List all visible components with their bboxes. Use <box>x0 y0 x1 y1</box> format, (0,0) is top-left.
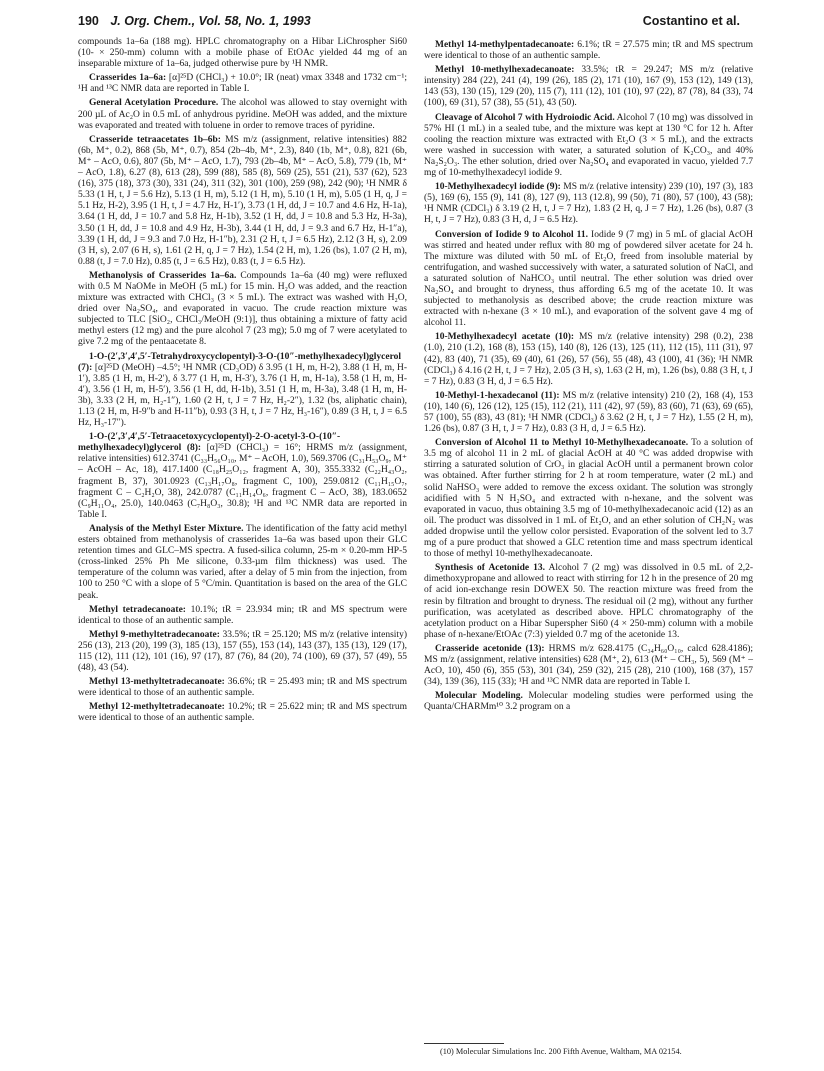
paragraph <box>424 438 753 560</box>
footnote-rule <box>424 1043 504 1044</box>
running-authors: Costantino et al. <box>642 14 740 28</box>
paragraph-text: MS m/z (relative intensity) 298 (0.2), 238 (1.0), 210 (1.2), 168 (8), 153 (15), 140 (8), 126 (13), 125 (11), 112 (15), 111 (31), 97 (42), 83 (40), 71 (35), 69 (40), 61 (26), 57 (56), 55 (48), 43 (100), 41 (36); ¹H NMR (CDCl₃) δ 4.16 (2 H, t, J = 7 Hz), 2.05 (3 H, s), 1.63 (2 H, m), 1.26 (bs), 0.88 (3 H, t, J = 7 Hz), 0.83 (3 H, d, J = 6.5 Hz). <box>424 332 753 387</box>
paragraph <box>424 65 753 109</box>
paragraph-text: [α]²⁵D (CHCl₃) = 16°; HRMS m/z (assignment, relative intensities) 612.3741 (C₃₃H₅₆O₁₀, M⁺ – AcOH, 1.0), 569.3706 (C₃₁H₅₃O₉, M⁺ – AcOH – Ac, 18), 417.1400 (C₁₈H₂₅O₁₂, fragment A, 30), 355.3332 (C₂₂H₄₃O₂, fragment B, 37), 301.0923 (C₁₃H₁₇O₈, fragment C, 100), 259.0812 (C₁₁H₁₅O₇, fragment C – C₂H₂O, 38), 242.0787 (C₁₁H₁₄O₆, fragment C – AcO, 38), 183.0652 (C₉H₁₁O₄, 25.0), 140.0463 (C₇H₈O₃, 30.8); ¹H and ¹³C NMR data are reported in Table I. <box>78 443 407 520</box>
paragraph-text: 36.6%; tR = 25.493 min; tR and MS spectrum were identical to those of an authentic sample. <box>78 677 407 699</box>
paragraph-heading: Methyl 13-methyltetradecanoate: <box>89 677 225 688</box>
left-column <box>78 37 407 725</box>
paragraph-text: 6.1%; tR = 27.575 min; tR and MS spectrum were identical to those of an authentic sample. <box>424 40 753 62</box>
paragraph <box>424 644 753 688</box>
paragraph <box>78 73 407 95</box>
paragraph <box>78 702 407 724</box>
paragraph <box>78 524 407 602</box>
paragraph-text: Alcohol 7 (10 mg) was dissolved in 57% HI (1 mL) in a sealed tube, and the mixture was kept at 130 °C for 12 h. After cooling the reaction mixture was extracted with Et₂O (3 × 5 mL), and the extracts were washed in succession with water, a saturated solution of K₂CO₃, and 40% Na₂S₂O₃. The ether solution, dried over Na₂SO₄ and evaporated in vacuo, yielded 7.7 mg of 10-methylhexadecyl iodide 9. <box>424 112 753 179</box>
paragraph-text: 33.5%; tR = 29.247; MS m/z (relative intensity) 284 (22), 241 (4), 199 (26), 185 (2), 171 (10), 167 (9), 153 (12), 149 (13), 143 (53), 130 (15), 129 (20), 115 (7), 111 (12), 101 (10), 97 (22), 87 (78), 84 (33), 74 (100), 69 (31), 57 (38), 55 (51), 43 (50). <box>424 65 754 109</box>
page-number: 190 <box>78 14 99 28</box>
paragraph-text: 10.2%; tR = 25.622 min; tR and MS spectrum were identical to those of an authentic sample. <box>78 702 407 724</box>
paragraph <box>78 630 407 674</box>
paragraph <box>424 230 753 330</box>
paragraph-heading: Methyl 14-methylpentadecanoate: <box>435 40 575 50</box>
paragraph-heading: Conversion of Iodide 9 to Alcohol 11. <box>435 229 589 240</box>
page-header <box>78 14 740 34</box>
footnote: (10) Molecular Simulations Inc. 200 Fifth Avenue, Waltham, MA 02154. <box>440 1047 682 1056</box>
paragraph <box>78 432 407 521</box>
paragraph-text: To a solution of 3.5 mg of alcohol 11 in 2 mL of glacial AcOH at 40 °C was added dropwise with stirring a saturated solution of CrO₃ in glacial AcOH until a permanent brown color was obtained. After further stirring for 2 h at room temperature, water (2 mL) and solid NaHSO₃ were added to remove the excess oxidant. The solution was strongly acidified with 5 N H₂SO₄ and extracted with n-hexane, and the solvent was evaporated in vacuo, thus obtaining 3.5 mg of 10-methylhexadecanoic acid (12) as an oil. The product was dissolved in 1 mL of Et₂O, and an ether solution of CH₂N₂ was added dropwise until the yellow color persisted. Evaporation of the solvent led to 3.7 mg of a pure product that showed a GLC retention time and mass spectrum identical to those of methyl 10-methylhexadecanoate. <box>424 438 753 560</box>
paragraph-heading: Methyl 10-methylhexadecanoate: <box>435 65 575 76</box>
right-column <box>424 37 753 713</box>
header-left <box>78 14 311 28</box>
paragraph-text: Compounds 1a–6a (40 mg) were refluxed with 0.5 M NaOMe in MeOH (5 mL) for 15 min. H₂O was added, and the reaction mixture was extracted with CHCl₃ (3 × 5 mL). The extract was washed with H₂O, dried over Na₂SO₄, and evaporated in vacuo. The crude reaction mixture was subjected to TLC [SiO₂, CHCl₃/MeOH (9:1)], thus obtaining a mixture of fatty acid methyl esters (12 mg) and the pure alcohol 7 (23 mg); 5.0 mg of 7 were acetylated to give 7.2 mg of the pentaacetate 8. <box>78 270 408 348</box>
paragraph-text: [α]²⁵D (CHCl₃) + 10.0°; IR (neat) νmax 3348 and 1732 cm⁻¹; ¹H and ¹³C NMR data are reported in Table I. <box>78 73 408 95</box>
paragraph-heading: 10-Methylhexadecyl acetate (10): <box>435 332 575 343</box>
paragraph-heading: 10-Methyl-1-hexadecanol (11): <box>435 390 560 401</box>
paragraph <box>78 271 407 349</box>
paragraph-heading: Crasseride tetraacetates 1b–6b: <box>89 134 221 145</box>
paragraph-heading: Analysis of the Methyl Ester Mixture. <box>89 523 244 534</box>
paragraph <box>424 691 753 713</box>
paragraph-heading: 1-O-(2′,3′,4′,5′-Tetrahydroxycyclopentyl)-3-O-(10″-methylhexadecyl)glycerol (7): <box>78 351 402 373</box>
paragraph-heading: Methyl tetradecanoate: <box>89 604 186 615</box>
paragraph <box>78 37 407 70</box>
paragraph <box>424 563 753 641</box>
paragraph-text: compounds 1a–6a (188 mg). HPLC chromatography on a Hibar LiChrospher Si60 (10- × 250-mm) column with a mobile phase of EtOAc yielded 44 mg of an inseparable mixture of 1a–6a, judged otherwise pure by ¹H NMR. <box>78 37 407 70</box>
paragraph-heading: Molecular Modeling. <box>435 691 523 702</box>
paragraph-heading: Methanolysis of Crasserides 1a–6a. <box>89 270 237 281</box>
journal-citation: J. Org. Chem., Vol. 58, No. 1, 1993 <box>110 14 311 28</box>
paragraph-text: HRMS m/z 628.4175 (C₃₄H₆₀O₁₀, calcd 628.4186); MS m/z (assignment, relative intensities) 628 (M⁺, 2), 613 (M⁺ – CH₃, 5), 569 (M⁺ – AcO, 10), 450 (6), 355 (53), 301 (34), 259 (32), 215 (28), 210 (100), 168 (37), 157 (34), 139 (36), 115 (33); ¹H and ¹³C NMR data are reported in Table I. <box>424 643 754 688</box>
paragraph-text: The identification of the fatty acid methyl esters obtained from methanolysis of crasserides 1a–6a was based upon their GLC retention times and GLC–MS spectra. A fused-silica column, 25-m × 0.20-mm HP-5 (cross-linked 25% Ph Me silicone, 0.33-µm film thickness) was used. The temperature of the column was varied, after a delay of 5 min from the injection, from 100 to 250 °C with a slope of 5 °C/min. Quantitation is based on the area of the GLC peak. <box>78 523 407 601</box>
paragraph-heading: Cleavage of Alcohol 7 with Hydroiodic Acid. <box>435 112 615 123</box>
paragraph <box>424 332 753 387</box>
paragraph <box>78 677 407 699</box>
paragraph-heading: 10-Methylhexadecyl iodide (9): <box>435 182 561 193</box>
paragraph-text: Alcohol 7 (2 mg) was dissolved in 0.5 mL of 2,2-dimethoxypropane and allowed to react with stirring for 12 h in the presence of 20 mg of acid ion-exchange resin DOWEX 50. The reaction mixture was freed from the resin by filtration and brought to dryness. The residual oil (2 mg), without any further purification, was acetylated as described above. HPLC chromatography of the acetylation product on a Hibar Superspher Si60 (4 × 250-mm) column with a mobile phase of n-hexane/EtOAc (7:3) yielded 0.7 mg of the acetonide 13. <box>424 563 753 640</box>
paragraph-heading: Methyl 12-methyltetradecanoate: <box>89 702 225 713</box>
paragraph <box>424 391 753 435</box>
paragraph <box>424 40 753 62</box>
paragraph-heading: 1-O-(2′,3′,4′,5′-Tetraacetoxycyclopentyl)-2-O-acetyl-3-O-(10″-methylhexadecyl)glycerol (8): <box>78 432 341 454</box>
paragraph <box>78 98 407 131</box>
paragraph-text: [α]²⁵D (MeOH) –4.5°; ¹H NMR (CD₃OD) δ 3.95 (1 H, m, H-2), 3.88 (1 H, m, H-1′), 3.85 (1 H, m, H-2′), δ 3.77 (1 H, m, H-3′), 3.76 (1 H, m, H-1a), 3.58 (1 H, m, H-4′), 3.56 (1 H, m, H-5′), 3.56 (1 H, dd, H-1b), 3.51 (1 H, m, H-3a), 3.48 (1 H, m, H-3b), 3.33 (2 H, m, H₂-1″), 1.60 (2 H, t, J = 7 Hz, H₂-2″), 1.32 (bs, aliphatic chain), 1.13 (2 H, m, H-9″b and H-11″b), 0.93 (3 H, t, J = 7 Hz, H₃-16″), 0.89 (3 H, t, J = 6.5 Hz, H₃-17″). <box>78 362 407 429</box>
paragraph-text: MS m/z (relative intensity) 210 (2), 168 (4), 153 (10), 140 (6), 126 (12), 125 (15), 112 (21), 111 (42), 97 (59), 83 (60), 71 (63), 69 (65), 57 (100), 55 (83), 43 (81); ¹H NMR (CDCl₃) δ 3.62 (2 H, t, J = 7 Hz), 1.55 (2 H, m), 1.26 (bs), 0.87 (3 H, t, J = 7 Hz), 0.83 (3 H, d, J = 6.5 Hz). <box>424 390 753 435</box>
paragraph-heading: Methyl 9-methyltetradecanoate: <box>89 629 220 640</box>
paragraph-text: Iodide 9 (7 mg) in 5 mL of glacial AcOH was stirred and heated under reflux with 80 mg of powdered silver acetate for 24 h. The mixture was diluted with 50 mL of Et₂O, freed from insoluble material by centrifugation, and washed successively with water, a saturated solution of NaCl, and a saturated solution of NaHCO₃ until neutral. The ether solution was dried over Na₂SO₄ and brought to dryness, thus affording 6.5 mg of the acetate 10. It was subjected to methanolysis as described above; the crude reaction mixture was extracted with n-hexane (3 × 10 mL), and evaporation of the solvent gave 4 mg of alcohol 11. <box>424 229 753 329</box>
paragraph <box>78 352 407 430</box>
paragraph-text: The alcohol was allowed to stay overnight with 200 µL of Ac₂O in 0.5 mL of anhydrous pyridine. MeOH was added, and the mixture was evaporated and treated with toluene in order to remove traces of pyridine. <box>78 98 407 131</box>
paragraph-text: 10.1%; tR = 23.934 min; tR and MS spectrum were identical to those of an authentic sample. <box>78 604 408 626</box>
paragraph <box>424 182 753 226</box>
paragraph <box>424 113 753 180</box>
paragraph-heading: Crasserides 1a–6a: <box>89 73 167 84</box>
paragraph-text: MS m/z (assignment, relative intensities) 882 (6b, M⁺, 0.2), 868 (5b, M⁺, 0.7), 854 (2b–4b, M⁺, 2.3), 840 (1b, M⁺, 0.8), 821 (6b, M⁺ – AcO, 0.6), 807 (5b, M⁺ – AcO, 1.7), 793 (2b–4b, M⁺ – AcO, 5.8), 779 (1b, M⁺ – AcO, 1.8), 6.27 (8), 613 (28), 599 (88), 585 (8), 569 (25), 551 (21), 537 (62), 523 (16), 375 (18), 373 (30), 331 (24), 311 (32), 301 (100), 259 (98), 242 (90); ¹H NMR δ 5.33 (1 H, t, J = 5.6 Hz), 5.13 (1 H, m), 5.12 (1 H, m), 5.10 (1 H, m), 5.05 (1 H, q, J = 5.1 Hz, H-2), 3.95 (1 H, t, J = 4.7 Hz, H-1′), 3.73 (1 H, dd, J = 10.7 and 4.6 Hz, H-1a), 3.64 (1 H, dd, J = 10.7 and 5.8 Hz, H-1b), 3.52 (1 H, dd, J = 10.8 and 5.3 Hz, H-3a), 3.50 (1 H, dd, J = 10.8 and 4.9 Hz, H-3b), 3.44 (1 H, dd, J = 9.3 and 6.7 Hz, H-1″a), 3.39 (1 H, dd, J = 9.3 and 7.0 Hz, H-1″b), 2.31 (2 H, t, J = 6.5 Hz), 2.12 (3 H, s), 2.09 (3 H, s), 2.07 (6 H, s), 1.61 (2 H, q, J = 7 Hz), 1.54 (2 H, m), 1.26 (bs), 1.07 (2 H, m), 0.88 (t, J = 7.0 Hz), 0.85 (t, J = 6.5 Hz), 0.83 (t, J = 6.5 Hz). <box>78 134 407 267</box>
paragraph-heading: Crasseride acetonide (13): <box>435 643 545 654</box>
paragraph-heading: Synthesis of Acetonide 13. <box>435 563 545 574</box>
paragraph-heading: General Acetylation Procedure. <box>89 98 219 109</box>
paragraph-text: MS m/z (relative intensity) 239 (10), 197 (3), 183 (5), 169 (6), 155 (9), 141 (8), 127 (9), 113 (12.8), 99 (50), 71 (80), 57 (100), 43 (58); ¹H NMR (CDCl₃) δ 3.19 (2 H, t, J = 7 Hz), 1.83 (2 H, q, J = 7 Hz), 1.26 (bs), 0.87 (3 H, t, J = 7 Hz), 0.83 (3 H, d, J = 6.5 Hz). <box>424 182 753 226</box>
paragraph-heading: Conversion of Alcohol 11 to Methyl 10-Methylhexadecanoate. <box>435 438 689 449</box>
paragraph-text: 33.5%; tR = 25.120; MS m/z (relative intensity) 256 (13), 213 (20), 199 (3), 185 (13), 157 (55), 153 (14), 143 (37), 135 (13), 129 (17), 115 (12), 111 (12), 101 (16), 97 (17), 87 (76), 84 (20), 74 (100), 69 (37), 57 (49), 55 (48), 43 (54). <box>78 629 407 674</box>
paragraph-text: Molecular modeling studies were performed using the Quanta/CHARMm¹⁰ 3.2 program on a <box>424 691 753 713</box>
paragraph <box>78 135 407 268</box>
paragraph <box>78 605 407 627</box>
